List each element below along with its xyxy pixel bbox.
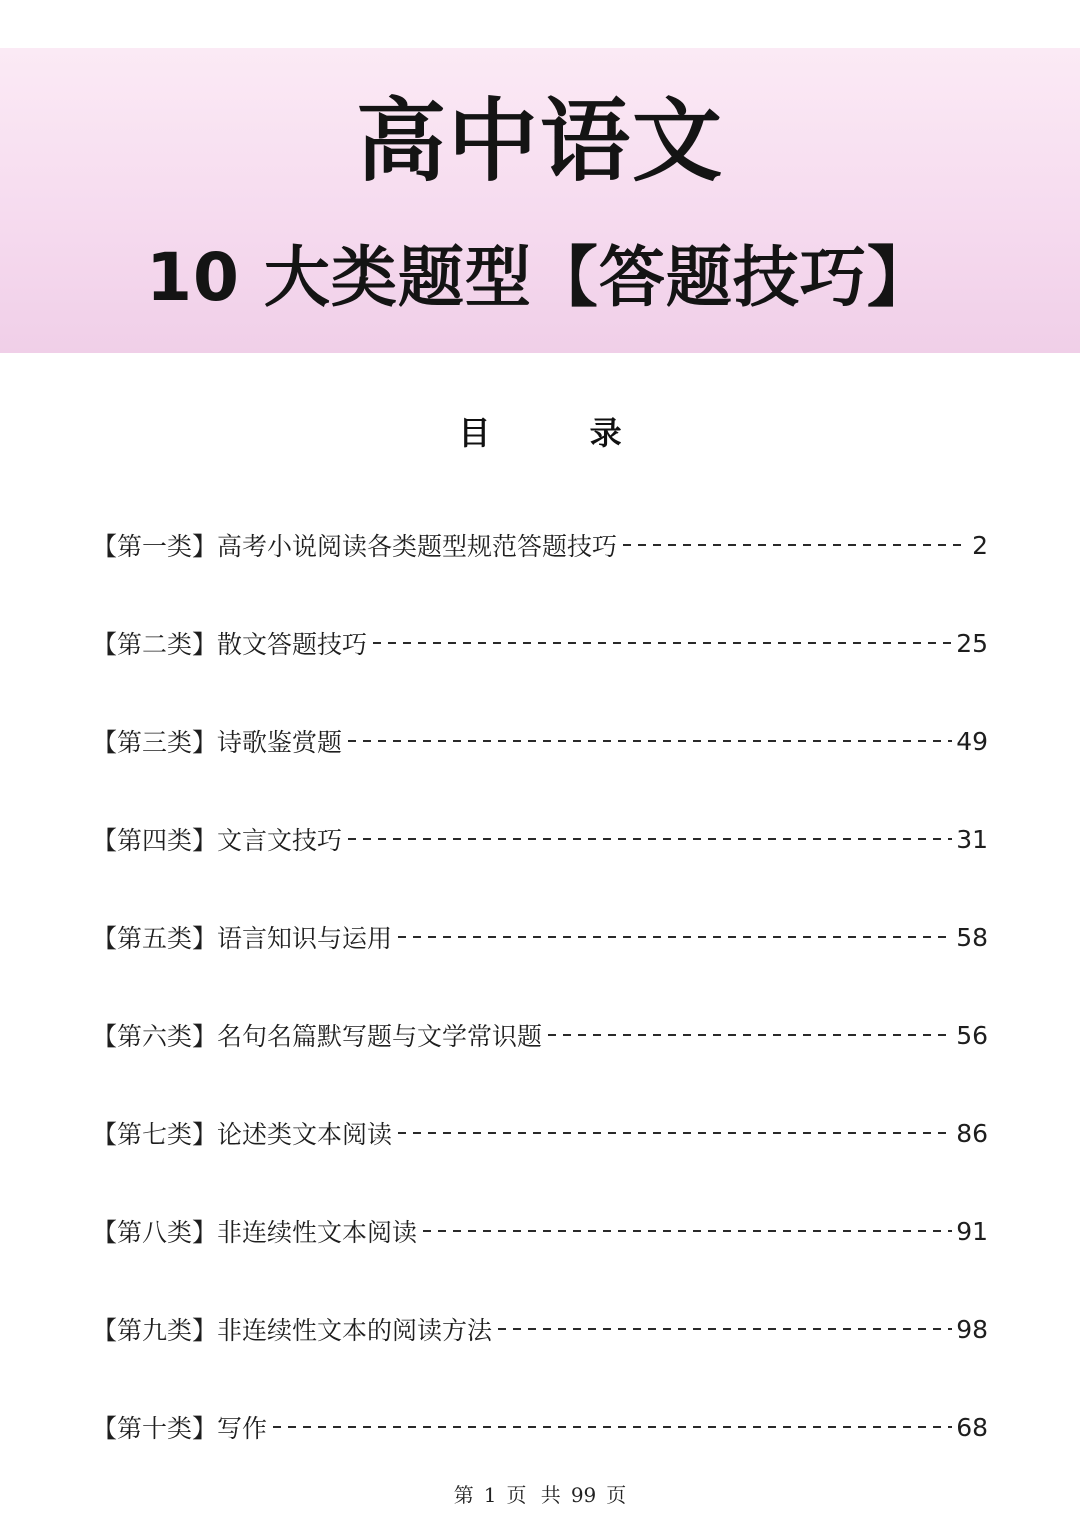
toc-entry-label xyxy=(92,527,617,563)
toc-entry-label xyxy=(92,723,342,759)
toc-entry-page: 91 xyxy=(956,1216,988,1246)
toc-entry-page: 56 xyxy=(956,1020,988,1050)
toc-entry-page: 25 xyxy=(956,628,988,658)
footer-suffix: 页 xyxy=(606,1483,627,1507)
table-of-contents xyxy=(92,496,988,1476)
toc-entry-title: 非连续性文本阅读 xyxy=(217,1218,418,1247)
toc-entry-label xyxy=(92,625,367,661)
toc-entry-label xyxy=(92,1115,392,1151)
toc-leader-dashes xyxy=(348,838,952,841)
toc-entry-label xyxy=(92,1311,492,1347)
toc-entry-category: 【第五类】 xyxy=(92,924,218,953)
toc-leader-dashes xyxy=(373,642,952,645)
toc-entry-category: 【第三类】 xyxy=(92,728,218,757)
toc-entry[interactable] xyxy=(92,1280,988,1378)
toc-leader-dashes xyxy=(548,1034,952,1037)
toc-entry-label xyxy=(92,1213,417,1249)
toc-entry-title: 写作 xyxy=(217,1414,268,1443)
toc-entry-title: 诗歌鉴赏题 xyxy=(217,728,343,757)
toc-entry-title: 语言知识与运用 xyxy=(217,924,393,953)
toc-entry[interactable] xyxy=(92,888,988,986)
toc-entry-category: 【第一类】 xyxy=(92,532,218,561)
toc-entry[interactable] xyxy=(92,594,988,692)
toc-entry[interactable] xyxy=(92,496,988,594)
page-footer xyxy=(0,1480,1080,1510)
footer-current-page: 1 xyxy=(483,1483,497,1507)
toc-entry-page: 2 xyxy=(972,530,988,560)
page-subtitle: 10 大类题型【答题技巧】 xyxy=(146,239,934,316)
toc-entry-category: 【第九类】 xyxy=(92,1316,218,1345)
toc-leader-dashes xyxy=(423,1230,952,1233)
toc-entry-page: 58 xyxy=(956,922,988,952)
toc-entry[interactable] xyxy=(92,790,988,888)
toc-entry-title: 散文答题技巧 xyxy=(217,630,368,659)
toc-entry[interactable] xyxy=(92,1084,988,1182)
toc-entry-title: 非连续性文本的阅读方法 xyxy=(217,1316,493,1345)
toc-entry-title: 文言文技巧 xyxy=(217,826,343,855)
toc-entry-title: 论述类文本阅读 xyxy=(217,1120,393,1149)
page-title: 高中语文 xyxy=(356,89,724,194)
footer-prefix: 第 xyxy=(453,1483,474,1507)
toc-entry-category: 【第二类】 xyxy=(92,630,218,659)
toc-entry-page: 49 xyxy=(956,726,988,756)
toc-entry[interactable] xyxy=(92,1182,988,1280)
toc-entry-label xyxy=(92,821,342,857)
footer-total-pages: 99 xyxy=(570,1483,597,1507)
toc-leader-dashes xyxy=(348,740,952,743)
toc-entry-page: 68 xyxy=(956,1412,988,1442)
toc-entry-title: 高考小说阅读各类题型规范答题技巧 xyxy=(217,532,618,561)
toc-entry[interactable] xyxy=(92,1378,988,1476)
toc-entry-page: 31 xyxy=(956,824,988,854)
toc-entry-category: 【第七类】 xyxy=(92,1120,218,1149)
toc-entry-title: 名句名篇默写题与文学常识题 xyxy=(217,1022,543,1051)
toc-entry-category: 【第六类】 xyxy=(92,1022,218,1051)
toc-entry-label xyxy=(92,1017,542,1053)
toc-entry-label xyxy=(92,919,392,955)
toc-entry[interactable] xyxy=(92,692,988,790)
toc-leader-dashes xyxy=(398,936,952,939)
toc-entry-category: 【第十类】 xyxy=(92,1414,218,1443)
toc-entry[interactable] xyxy=(92,986,988,1084)
toc-entry-page: 86 xyxy=(956,1118,988,1148)
toc-leader-dashes xyxy=(273,1426,952,1429)
toc-leader-dashes xyxy=(498,1328,952,1331)
toc-entry-page: 98 xyxy=(956,1314,988,1344)
toc-entry-label xyxy=(92,1409,267,1445)
toc-entry-category: 【第八类】 xyxy=(92,1218,218,1247)
toc-leader-dashes xyxy=(623,544,968,547)
toc-leader-dashes xyxy=(398,1132,952,1135)
toc-heading: 目 录 xyxy=(458,414,666,452)
toc-entry-category: 【第四类】 xyxy=(92,826,218,855)
footer-middle: 页 共 xyxy=(506,1483,561,1507)
